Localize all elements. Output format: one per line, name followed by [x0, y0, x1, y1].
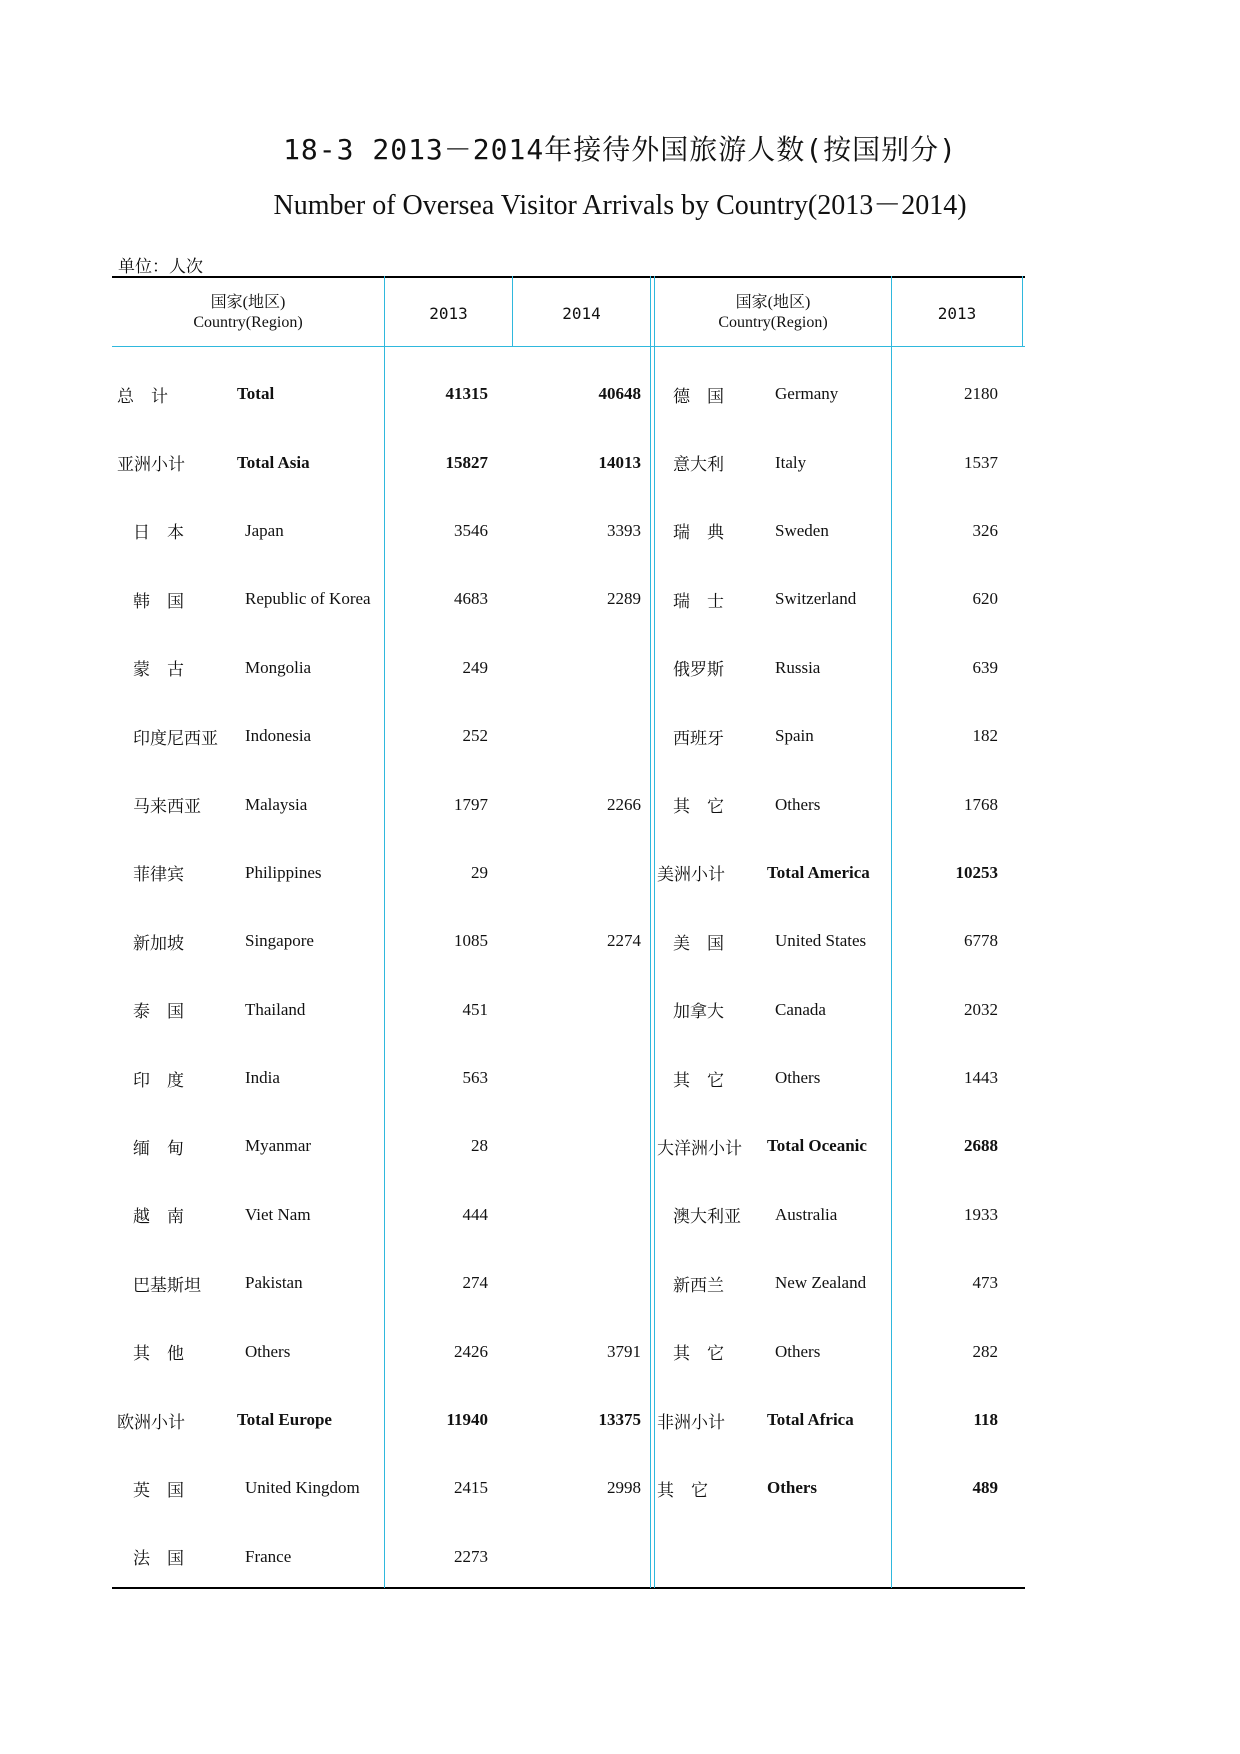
table-row: [0, 1386, 1240, 1454]
row-name-zh: 大洋洲小计: [657, 1138, 742, 1158]
table-row: [0, 907, 1240, 975]
header-country-en: Country(Region): [193, 314, 303, 331]
row-name-zh: 巴基斯坦: [133, 1275, 201, 1295]
row-name-en: Myanmar: [245, 1136, 312, 1156]
row-value-2014: [516, 1112, 641, 1180]
row-name-en: Others: [775, 1068, 821, 1088]
table-row: [0, 976, 1240, 1044]
row-value-2014: [516, 1523, 641, 1591]
row-name-en: Mongolia: [245, 657, 312, 677]
row-name-en: Total Oceanic: [767, 1136, 867, 1156]
row-name-en: Thailand: [245, 999, 306, 1019]
row-value-2013: 2688: [964, 1136, 998, 1156]
table-row: [0, 770, 1240, 838]
row-name-en: [767, 1523, 882, 1591]
row-value-2013: 182: [972, 726, 998, 746]
row-name-zh: 印 度: [133, 1070, 184, 1090]
row-value-2013: 282: [972, 1341, 998, 1361]
row-name-zh: 蒙 古: [133, 660, 184, 680]
row-value-2014: [516, 702, 641, 770]
row-value-2014: 2998: [607, 1478, 641, 1498]
table-row: [0, 360, 1240, 428]
row-value-2013: 1085: [454, 931, 488, 951]
row-name-en: United States: [775, 931, 867, 951]
row-name-zh: 俄罗斯: [673, 660, 724, 680]
row-name-zh: 法 国: [133, 1549, 184, 1569]
row-name-zh: 澳大利亚: [673, 1207, 741, 1227]
row-name-zh: 韩 国: [133, 591, 184, 611]
table-row: [0, 1181, 1240, 1249]
row-value-2014: [516, 976, 641, 1044]
table-row: [0, 702, 1240, 770]
row-name-en: Viet Nam: [245, 1204, 311, 1224]
row-name-zh: 非洲小计: [657, 1412, 725, 1432]
row-name-en: Switzerland: [775, 589, 857, 609]
row-name-zh: 美洲小计: [657, 865, 725, 885]
table-row: [0, 1317, 1240, 1385]
row-value-2013: 41315: [445, 384, 488, 404]
row-value-2013: 444: [462, 1204, 488, 1224]
row-name-en: Indonesia: [245, 726, 312, 746]
row-value-2013: 489: [972, 1478, 998, 1498]
row-value-2014: [516, 634, 641, 702]
row-value-2014: 3393: [607, 520, 641, 540]
row-name-zh: 瑞 士: [673, 591, 724, 611]
row-value-2013: 326: [972, 520, 998, 540]
header-country-en: Country(Region): [718, 314, 828, 331]
row-name-en: Canada: [775, 999, 826, 1019]
row-name-zh: 加拿大: [673, 1002, 724, 1022]
row-name-en: Italy: [775, 452, 807, 472]
row-value-2013: 249: [462, 657, 488, 677]
row-name-zh: 其 他: [133, 1344, 184, 1364]
row-value-2013: 10253: [955, 862, 998, 882]
row-name-zh: 其 它: [673, 797, 724, 817]
row-name-zh: 日 本: [133, 523, 184, 543]
page-title-chinese: 18-3 2013－2014年接待外国旅游人数(按国别分): [283, 133, 957, 166]
table-row: [0, 839, 1240, 907]
row-name-en: Total Europe: [237, 1410, 332, 1430]
row-name-en: Total Asia: [237, 452, 310, 472]
row-name-en: Total Africa: [767, 1410, 854, 1430]
row-value-2013: 2032: [964, 999, 998, 1019]
row-value-2014: 13375: [598, 1410, 641, 1430]
row-value-2014: 3791: [607, 1341, 641, 1361]
row-name-en: Total America: [767, 862, 870, 882]
table-row: [0, 1249, 1240, 1317]
row-value-2013: 2415: [454, 1478, 488, 1498]
row-value-2013: 1768: [964, 794, 998, 814]
row-value-2014: 14013: [598, 452, 641, 472]
row-name-zh: 美 国: [673, 933, 724, 953]
row-name-en: Russia: [775, 657, 821, 677]
row-name-en: India: [245, 1068, 280, 1088]
row-value-2013: 15827: [445, 452, 488, 472]
row-value-2013: 563: [462, 1068, 488, 1088]
row-name-en: Others: [775, 794, 821, 814]
row-name-zh: [657, 1523, 757, 1591]
row-value-2013: 6778: [964, 931, 998, 951]
table-row: [0, 1454, 1240, 1522]
row-name-en: Total: [237, 384, 275, 404]
row-value-2013: 274: [462, 1273, 488, 1293]
row-value-2013: 2180: [964, 384, 998, 404]
row-name-zh: 印度尼西亚: [133, 728, 218, 748]
row-name-zh: 缅 甸: [133, 1138, 184, 1158]
table-row: [0, 1523, 1240, 1591]
header-country-left: [112, 278, 384, 348]
row-value-2013: 1443: [964, 1068, 998, 1088]
header-year-2013: 2013: [429, 303, 468, 323]
row-value-2013: 252: [462, 726, 488, 746]
row-name-zh: 越 南: [133, 1207, 184, 1227]
row-name-en: United Kingdom: [245, 1478, 360, 1498]
row-name-zh: 其 它: [673, 1070, 724, 1090]
row-name-en: Singapore: [245, 931, 314, 951]
row-value-2013: 4683: [454, 589, 488, 609]
row-name-en: Philippines: [245, 862, 322, 882]
page-title-english: Number of Oversea Visitor Arrivals by Country(2013－2014): [273, 190, 967, 221]
table-row: [0, 1044, 1240, 1112]
row-value-2014: [516, 1181, 641, 1249]
row-value-2013: [895, 1523, 998, 1591]
row-name-en: Spain: [775, 726, 814, 746]
row-value-2014: 2274: [607, 931, 641, 951]
row-name-en: Germany: [775, 384, 839, 404]
row-name-zh: 欧洲小计: [117, 1412, 185, 1432]
row-name-zh: 马来西亚: [133, 797, 201, 817]
row-value-2013: 29: [471, 862, 488, 882]
unit-label: 单位：人次: [118, 257, 203, 276]
row-name-en: Japan: [245, 520, 284, 540]
header-country-zh: 国家(地区): [735, 294, 811, 311]
row-name-zh: 意大利: [673, 455, 724, 475]
row-value-2013: 118: [973, 1410, 998, 1430]
col-divider-5: [1022, 276, 1023, 346]
row-value-2014: 2289: [607, 589, 641, 609]
row-value-2014: [516, 839, 641, 907]
row-name-en: Others: [245, 1341, 291, 1361]
row-name-zh: 其 它: [673, 1344, 724, 1364]
row-name-en: Others: [767, 1478, 818, 1498]
row-value-2013: 451: [462, 999, 488, 1019]
header-year-2014: 2014: [562, 303, 601, 323]
header-year-2013-right: 2013: [937, 303, 977, 323]
row-name-zh: 泰 国: [133, 1002, 184, 1022]
row-name-zh: 新西兰: [673, 1275, 724, 1295]
row-value-2013: 1797: [454, 794, 488, 814]
row-value-2013: 1537: [964, 452, 998, 472]
row-name-zh: 西班牙: [673, 728, 724, 748]
row-value-2014: 40648: [598, 384, 641, 404]
row-value-2013: 28: [471, 1136, 488, 1156]
row-name-zh: 菲律宾: [133, 865, 184, 885]
row-name-en: New Zealand: [775, 1273, 867, 1293]
row-name-en: Australia: [775, 1204, 838, 1224]
row-value-2013: 473: [972, 1273, 998, 1293]
row-name-en: Republic of Korea: [245, 589, 371, 609]
table-row: [0, 634, 1240, 702]
row-name-zh: 亚洲小计: [117, 455, 185, 475]
header-country-zh: 国家(地区): [210, 294, 286, 311]
row-name-zh: 总 计: [117, 386, 168, 406]
table-row: [0, 1112, 1240, 1180]
row-value-2013: 3546: [454, 520, 488, 540]
table-body: [0, 360, 1240, 1591]
header-country-right: [655, 278, 891, 348]
table-row: [0, 497, 1240, 565]
table-row: [0, 565, 1240, 633]
row-name-en: Others: [775, 1341, 821, 1361]
row-value-2013: 639: [972, 657, 998, 677]
row-name-en: Pakistan: [245, 1273, 303, 1293]
row-value-2014: [516, 1044, 641, 1112]
row-name-en: France: [245, 1546, 292, 1566]
row-name-zh: 德 国: [673, 386, 724, 406]
table-row: [0, 428, 1240, 496]
row-name-en: Sweden: [775, 520, 829, 540]
row-name-en: Malaysia: [245, 794, 308, 814]
row-name-zh: 新加坡: [133, 933, 184, 953]
row-name-zh: 其 它: [657, 1480, 708, 1500]
row-value-2014: 2266: [607, 794, 641, 814]
row-value-2013: 11940: [446, 1410, 488, 1430]
row-value-2013: 2273: [454, 1546, 488, 1566]
row-name-zh: 瑞 典: [673, 523, 724, 543]
row-value-2013: 1933: [964, 1204, 998, 1224]
row-name-zh: 英 国: [133, 1480, 184, 1500]
row-value-2014: [516, 1249, 641, 1317]
row-value-2013: 620: [972, 589, 998, 609]
row-value-2013: 2426: [454, 1341, 488, 1361]
